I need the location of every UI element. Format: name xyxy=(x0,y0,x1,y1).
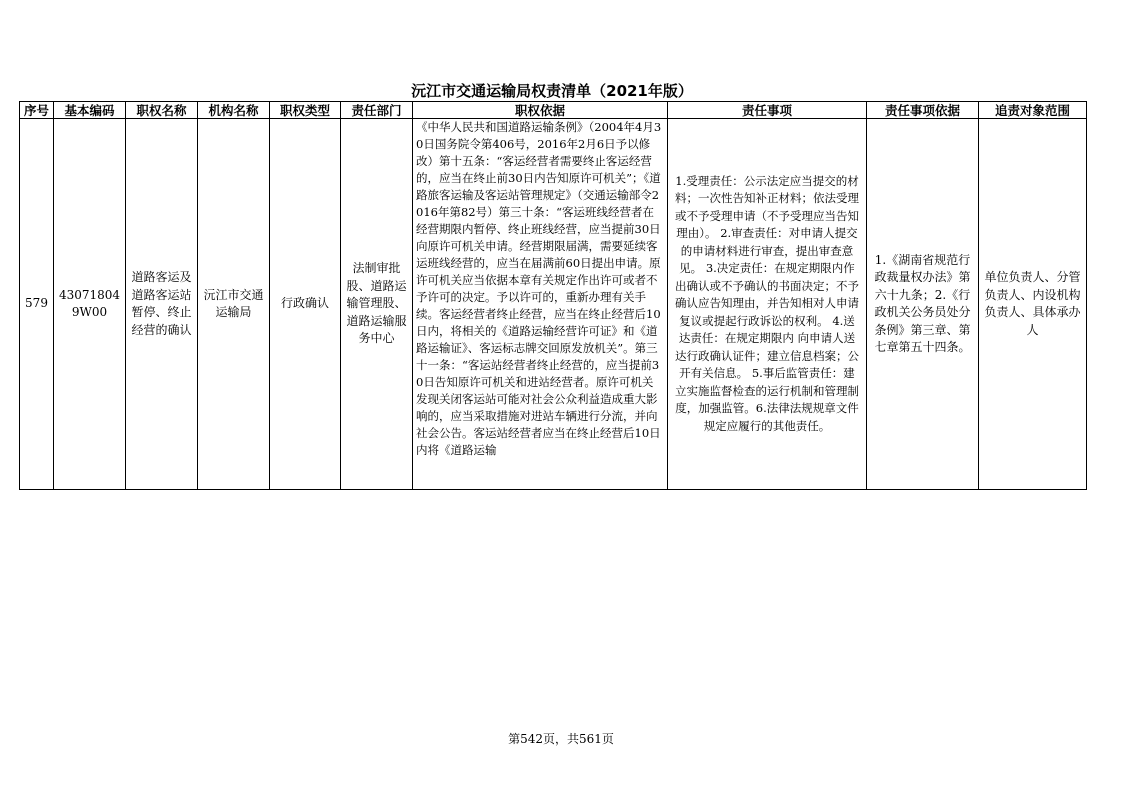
cell-seq: 579 xyxy=(20,119,54,490)
cell-matters: 1.受理责任：公示法定应当提交的材料；一次性告知补正材料；依法受理或不予受理申请（不予受理应当告知理由）。 2.审查责任：对申请人提交的申请材料进行审查，提出审查意见。 3.决定责任：在规定期限内作出确认或不予确认的书面决定；不予确认应告知理由，并告知相对人申请复议或提起行政诉讼的权利。 4.送达责任：在规定期限内 向申请人送达行政确认证件；建立信息档案；公开有关信息。 5.事后监管责任：建立实施监督检查的运行机制和管理制度，加强监管。6.法律法规规章文件规定应履行的其他责任。 xyxy=(668,119,867,490)
header-matters: 责任事项 xyxy=(668,102,867,119)
cell-org-name: 沅江市交通运输局 xyxy=(198,119,270,490)
header-org-name: 机构名称 xyxy=(198,102,270,119)
cell-accountability: 单位负责人、分管负责人、内设机构负责人、具体承办人 xyxy=(979,119,1087,490)
header-power-name: 职权名称 xyxy=(126,102,198,119)
cell-power-type: 行政确认 xyxy=(270,119,341,490)
cell-code: 430718049W00 xyxy=(54,119,126,490)
duty-list-table xyxy=(19,101,1087,490)
header-power-type: 职权类型 xyxy=(270,102,341,119)
page-title: 沅江市交通运输局权责清单（2021年版） xyxy=(411,82,693,100)
header-matters-basis: 责任事项依据 xyxy=(867,102,979,119)
table-row xyxy=(20,119,1087,490)
cell-dept: 法制审批股、道路运输管理股、道路运输服务中心 xyxy=(341,119,413,490)
page-number: 第542页，共561页 xyxy=(508,732,614,746)
basis-text: 《中华人民共和国道路运输条例》（2004年4月30日国务院令第406号，2016年2月6日予以修改）第十五条：“客运经营者需要终止客运经营的，应当在终止前30日内告知原许可机关”；《道路旅客运输及客运站管理规定》（交通运输部令2016年第82号）第三十条：“客运班线经营者在经营期限内暂停、终止班线经营，应当提前30日向原许可机关申请。经营期限届满，需要延续客运班线经营的，应当在届满前60日提出申请。原许可机关应当依据本章有关规定作出许可或者不予许可的决定。予以许可的，重新办理有关手续。客运经营者终止经营，应当在终止经营后10日内，将相关的《道路运输经营许可证》和《道路运输证》、客运标志牌交回原发放机关”。第三十一条：“客运站经营者终止经营的，应当提前30日告知原许可机关和进站经营者。原许可机关发现关闭客运站可能对社会公众利益造成重大影响的，应当采取措施对进站车辆进行分流，并向社会公告。客运站经营者应当在终止经营后10日内将《道路运输 xyxy=(416,120,662,457)
table-header-row xyxy=(20,102,1087,119)
cell-basis xyxy=(413,119,668,490)
header-code: 基本编码 xyxy=(54,102,126,119)
header-seq: 序号 xyxy=(20,102,54,119)
header-dept: 责任部门 xyxy=(341,102,413,119)
cell-power-name: 道路客运及道路客运站暂停、终止经营的确认 xyxy=(126,119,198,490)
cell-matters-basis: 1.《湖南省规范行政裁量权办法》第六十九条；2.《行政机关公务员处分条例》第三章、第七章第五十四条。 xyxy=(867,119,979,490)
header-accountability: 追责对象范围 xyxy=(979,102,1087,119)
header-basis: 职权依据 xyxy=(413,102,668,119)
